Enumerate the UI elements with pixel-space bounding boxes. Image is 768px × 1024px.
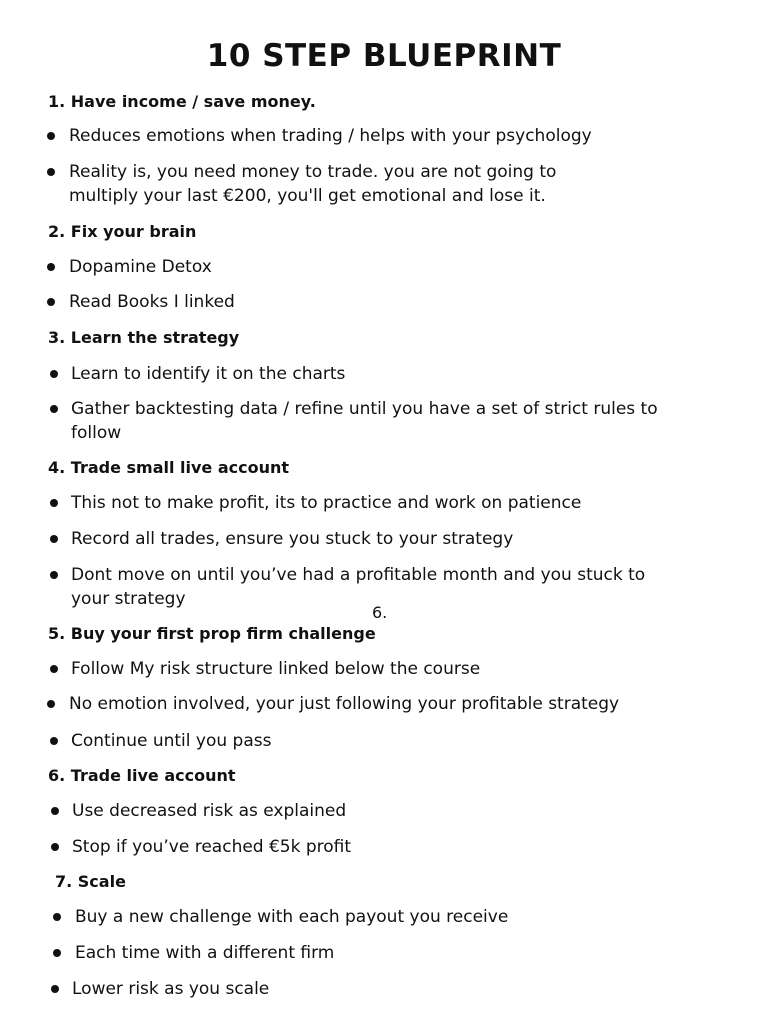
bullet-text: Follow My risk structure linked below the course — [71, 659, 481, 679]
bullet-dot — [47, 700, 55, 708]
bullet-dot — [47, 298, 55, 306]
stray-number-mark: 6. — [372, 603, 388, 622]
bullet-dot — [53, 913, 61, 921]
bullet-dot — [51, 807, 59, 815]
bullet-text-continued: multiply your last €200, you'll get emotional and lose it. — [69, 186, 546, 206]
bullet-text: Gather backtesting data / refine until you have a set of strict rules to — [71, 399, 658, 419]
bullet-text-continued: your strategy — [71, 589, 186, 609]
bullet-text: Learn to identify it on the charts — [71, 364, 346, 384]
bullet-text: Lower risk as you scale — [72, 979, 270, 999]
bullet-dot — [50, 535, 58, 543]
bullet-text: Dont move on until you’ve had a profitable month and you stuck to — [71, 565, 646, 585]
section-heading: 1. Have income / save money. — [48, 92, 316, 111]
bullet-dot — [50, 405, 58, 413]
bullet-dot — [53, 949, 61, 957]
bullet-dot — [47, 168, 55, 176]
bullet-text: Buy a new challenge with each payout you receive — [75, 907, 509, 927]
page-title: 10 STEP BLUEPRINT — [206, 38, 562, 74]
bullet-dot — [47, 132, 55, 140]
section-heading: 7. Scale — [55, 872, 126, 891]
bullet-dot — [50, 499, 58, 507]
section-heading: 6. Trade live account — [48, 766, 236, 785]
bullet-text: Reality is, you need money to trade. you are not going to — [69, 162, 557, 182]
bullet-text: Stop if you’ve reached €5k profit — [72, 837, 352, 857]
section-heading: 2. Fix your brain — [48, 222, 197, 241]
section-heading: 4. Trade small live account — [48, 458, 290, 477]
bullet-dot — [50, 665, 58, 673]
bullet-text: This not to make profit, its to practice and work on patience — [71, 493, 582, 513]
bullet-text: Each time with a different firm — [75, 943, 335, 963]
bullet-text: Read Books I linked — [69, 292, 235, 312]
section-heading: 3. Learn the strategy — [48, 328, 240, 347]
bullet-dot — [47, 263, 55, 271]
bullet-dot — [50, 370, 58, 378]
bullet-dot — [51, 985, 59, 993]
bullet-text: Reduces emotions when trading / helps with your psychology — [69, 126, 592, 146]
bullet-text-continued: follow — [71, 423, 122, 443]
bullet-text: Dopamine Detox — [69, 257, 212, 277]
bullet-text: Record all trades, ensure you stuck to your strategy — [71, 529, 514, 549]
bullet-dot — [51, 843, 59, 851]
section-heading: 5. Buy your first prop firm challenge — [48, 624, 376, 643]
bullet-text: No emotion involved, your just following your profitable strategy — [69, 694, 620, 714]
bullet-text: Use decreased risk as explained — [72, 801, 347, 821]
bullet-text: Continue until you pass — [71, 731, 272, 751]
bullet-dot — [50, 737, 58, 745]
bullet-dot — [50, 571, 58, 579]
